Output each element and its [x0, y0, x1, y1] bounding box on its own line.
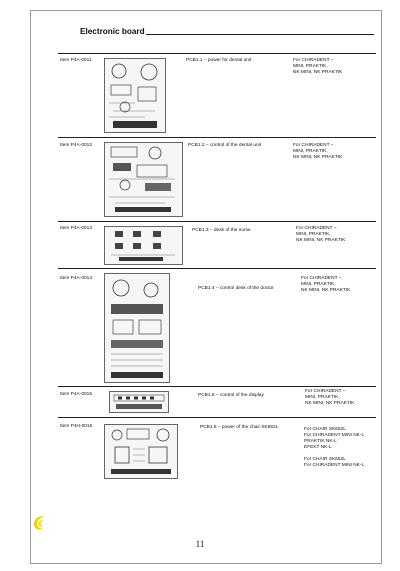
item-code: Item P4A-0011	[60, 58, 92, 63]
row-divider	[58, 221, 376, 222]
compatibility-cell	[304, 427, 364, 469]
pcb-board-image	[104, 424, 178, 479]
pcb-description: PCB1.6 – power of the chair SK652L	[200, 425, 279, 430]
compatibility-line: For CHIRADENT –	[305, 389, 346, 394]
compatibility-line: NK MINI, NK PRAKTIK	[305, 401, 355, 406]
compatibility-line: For CHIRADENT –	[296, 226, 337, 231]
compatibility-line: NK MINI, NK PRAKTIK	[293, 70, 343, 75]
item-code: Item P4H-0016	[60, 424, 93, 429]
row-divider	[58, 417, 376, 418]
compatibility-line: NK MINI, NK PRAKTIK	[301, 288, 351, 293]
compatibility-line: MINI, PRAKTIK,	[301, 282, 336, 287]
pcb-description: PCB1.5 – control of the display	[198, 393, 264, 398]
pcb-description: PCB1.3 – desk of the nurse	[192, 228, 251, 233]
item-code: Item P4A-0013	[60, 226, 92, 231]
compatibility-line: NK MINI, NK PRAKTIK	[293, 155, 343, 160]
compatibility-line: EFEKT NK-L	[304, 445, 332, 450]
compatibility-line: PRAKTIK NK-L	[304, 439, 337, 444]
row-divider	[58, 137, 376, 138]
brand-logo-icon	[31, 513, 49, 531]
pcb-board-image	[104, 226, 183, 265]
pcb-description: PCB1.4 – control desk of the doctor	[198, 286, 274, 291]
compatibility-line: NK MINI, NK PRAKTIK	[296, 238, 346, 243]
header-rule	[146, 34, 374, 35]
row-divider	[58, 53, 376, 54]
compatibility-line: MINI, PRAKTIK,	[293, 64, 328, 69]
section-title: Electronic board	[80, 27, 145, 36]
compatibility-cell	[293, 143, 342, 161]
compatibility-line: For CHAIR SK652L	[304, 427, 346, 432]
compatibility-line: For CHIRADENT –	[293, 143, 334, 148]
item-code: Item P4A-0012	[60, 143, 92, 148]
compatibility-cell	[296, 226, 345, 244]
compatibility-line: For CHIRADENT –	[293, 58, 334, 63]
compatibility-cell	[301, 276, 350, 294]
pcb-board-image	[104, 142, 183, 217]
compatibility-line: MINI, PRAKTIK,	[305, 395, 340, 400]
pcb-description: PCB1.2 – control of the dental unit	[188, 143, 262, 148]
compatibility-line: MINI, PRAKTIK,	[296, 232, 331, 237]
pcb-board-image	[104, 273, 170, 383]
compatibility-cell	[293, 58, 342, 76]
row-divider	[58, 386, 376, 387]
compatibility-line: For CHIRADENT MINI NK-L	[304, 463, 365, 468]
compatibility-line: For CHIRADENT MINI NK-L	[304, 433, 365, 438]
compatibility-line: For CHAIR SK652L	[304, 457, 346, 462]
section-header	[58, 26, 376, 41]
pcb-description: PCB1.1 – power for dental unit	[186, 58, 252, 63]
compatibility-line: MINI, PRAKTIK,	[293, 149, 328, 154]
pcb-board-image	[104, 58, 166, 133]
page-number: 11	[195, 539, 205, 549]
pcb-board-image	[109, 391, 169, 413]
item-code: Item P4A-0014	[60, 276, 92, 281]
item-code: Item P4A-0015	[60, 392, 92, 397]
compatibility-line: For CHIRADENT –	[301, 276, 342, 281]
row-divider	[58, 268, 376, 269]
compatibility-cell	[305, 389, 354, 407]
